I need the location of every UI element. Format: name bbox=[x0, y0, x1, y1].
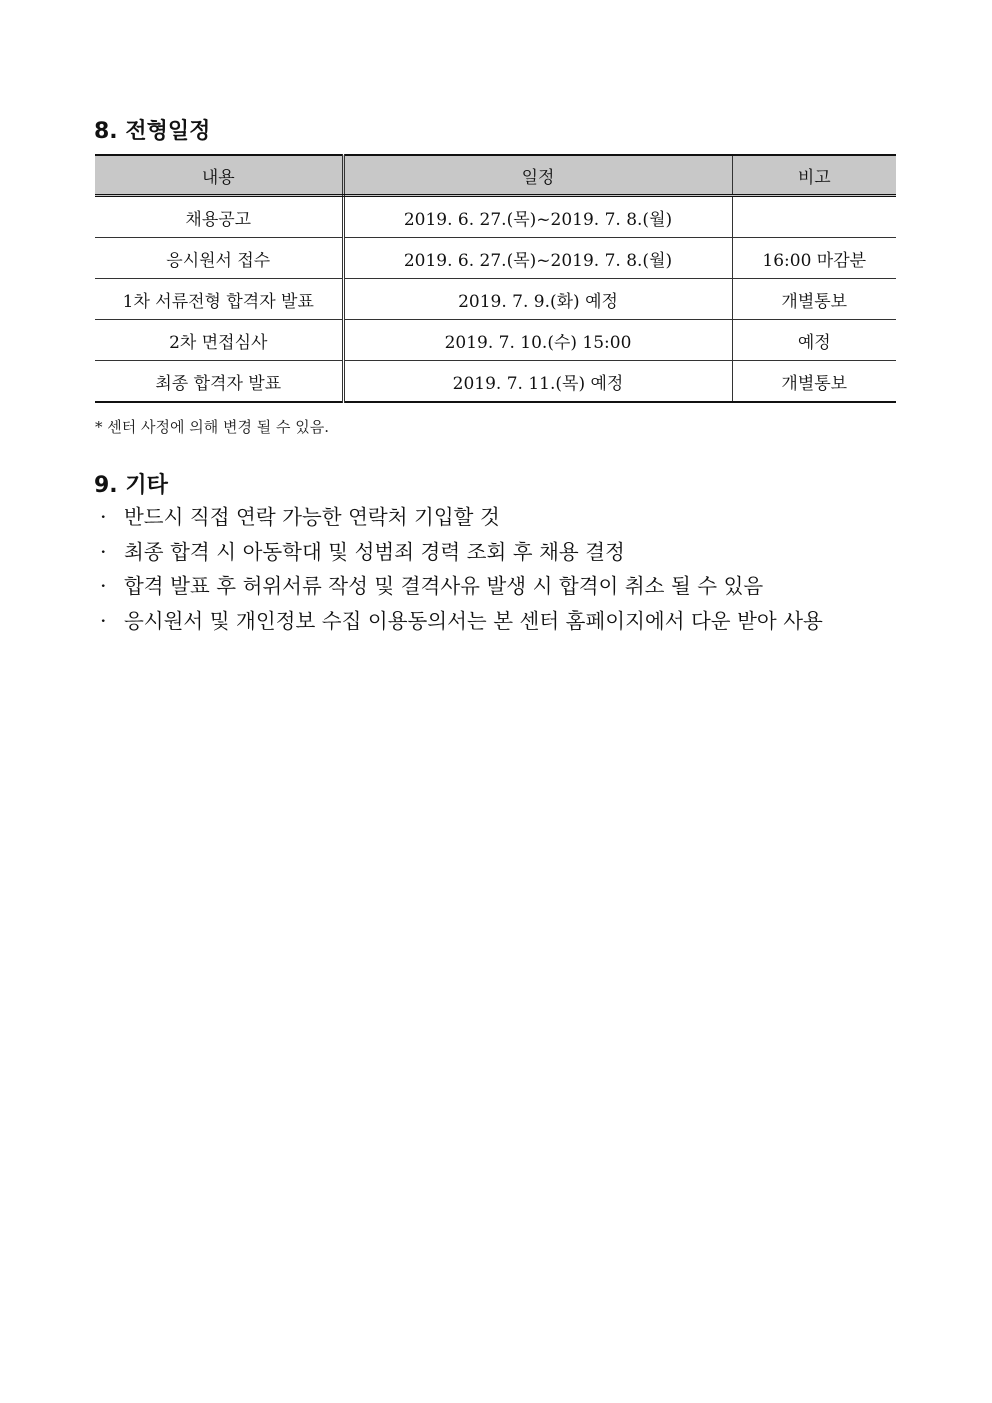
other-notes-list bbox=[100, 502, 823, 640]
cell-schedule: 2019. 7. 9.(화) 예정 bbox=[343, 279, 732, 320]
table-header-row bbox=[95, 155, 896, 196]
cell-remarks: 개별통보 bbox=[732, 279, 896, 320]
cell-content: 최종 합격자 발표 bbox=[95, 361, 343, 403]
list-item bbox=[100, 537, 823, 572]
cell-remarks: 16:00 마감분 bbox=[732, 238, 896, 279]
list-item-text: 반드시 직접 연락 가능한 연락처 기입할 것 bbox=[124, 505, 500, 529]
list-item-text: 합격 발표 후 허위서류 작성 및 결격사유 발생 시 합격이 취소 될 수 있음 bbox=[124, 574, 764, 598]
cell-schedule: 2019. 7. 10.(수) 15:00 bbox=[343, 320, 732, 361]
section-9-title: 9. 기타 bbox=[94, 473, 168, 498]
header-remarks: 비고 bbox=[732, 155, 896, 196]
table-row bbox=[95, 361, 896, 403]
bullet-icon: · bbox=[100, 574, 107, 598]
section-8-title: 8. 전형일정 bbox=[94, 119, 211, 144]
bullet-icon: · bbox=[100, 608, 107, 633]
cell-content: 응시원서 접수 bbox=[95, 238, 343, 279]
table-row bbox=[95, 196, 896, 238]
list-item bbox=[100, 571, 823, 606]
list-item bbox=[100, 502, 823, 537]
cell-content: 1차 서류전형 합격자 발표 bbox=[95, 279, 343, 320]
cell-schedule: 2019. 6. 27.(목)~2019. 7. 8.(월) bbox=[343, 196, 732, 238]
cell-remarks: 예정 bbox=[732, 320, 896, 361]
cell-content: 채용공고 bbox=[95, 196, 343, 238]
cell-remarks bbox=[732, 196, 896, 238]
bullet-icon: · bbox=[100, 505, 107, 529]
cell-remarks: 개별통보 bbox=[732, 361, 896, 403]
table-row bbox=[95, 238, 896, 279]
list-item-text: 응시원서 및 개인정보 수집 이용동의서는 본 센터 홈페이지에서 다운 받아 사용 bbox=[124, 608, 823, 633]
cell-schedule: 2019. 6. 27.(목)~2019. 7. 8.(월) bbox=[343, 238, 732, 279]
list-item-text: 최종 합격 시 아동학대 및 성범죄 경력 조회 후 채용 결정 bbox=[124, 539, 625, 564]
bullet-icon: · bbox=[100, 539, 107, 564]
table-row bbox=[95, 279, 896, 320]
header-content: 내용 bbox=[95, 155, 343, 196]
schedule-note: * 센터 사정에 의해 변경 될 수 있음. bbox=[95, 418, 330, 436]
header-schedule: 일정 bbox=[343, 155, 732, 196]
table-row bbox=[95, 320, 896, 361]
schedule-table bbox=[95, 154, 896, 403]
list-item bbox=[100, 606, 823, 641]
cell-schedule: 2019. 7. 11.(목) 예정 bbox=[343, 361, 732, 403]
cell-content: 2차 면접심사 bbox=[95, 320, 343, 361]
